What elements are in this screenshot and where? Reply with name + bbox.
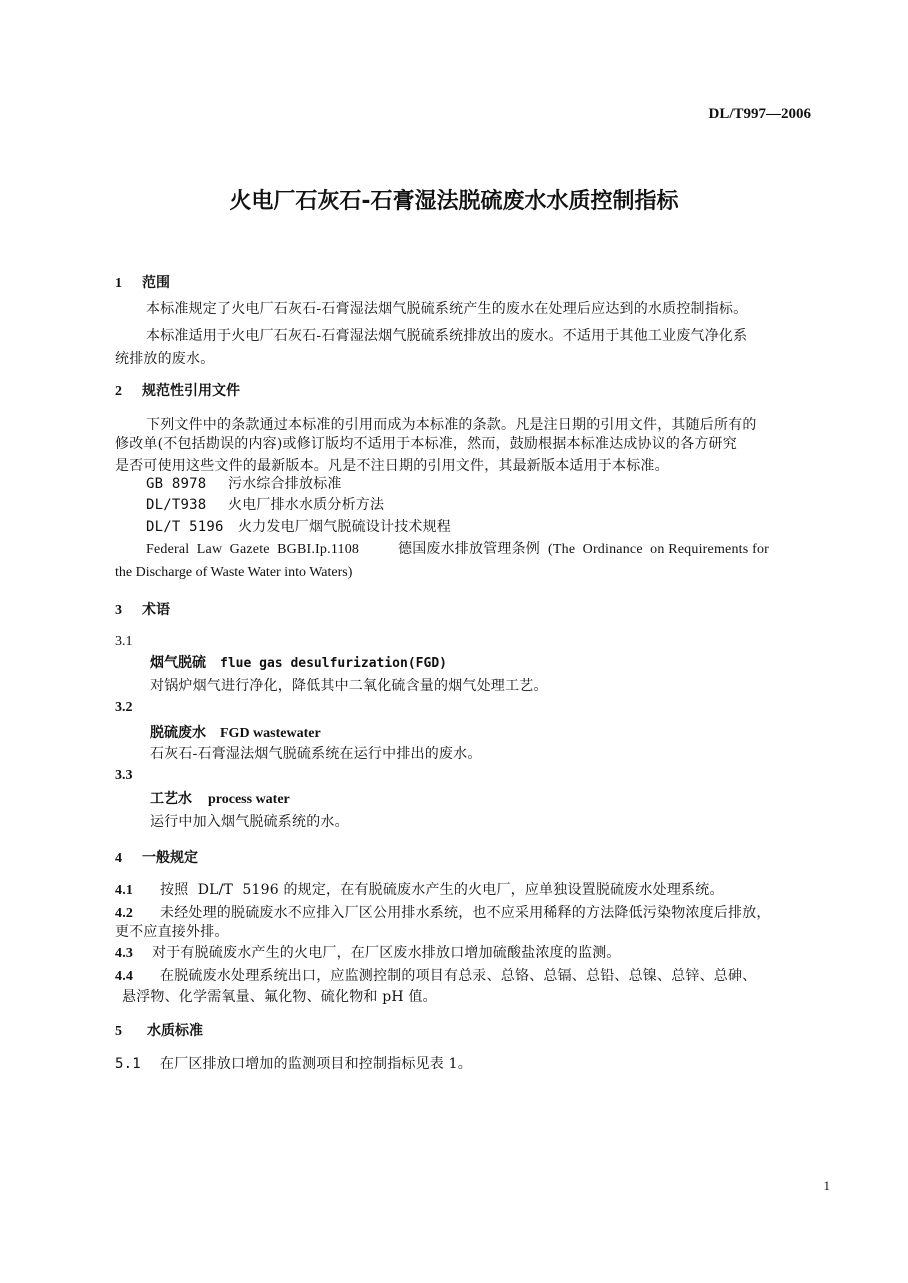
section-title: 术语 [142,602,170,618]
section-number: 2 [115,384,122,399]
section-title: 规范性引用文件 [142,383,240,399]
clause-number: 4.3 [115,946,134,961]
section-1-paragraph-2-line-2: 统排放的废水。 [115,351,215,367]
section-number: 4 [115,851,122,866]
section-number: 5 [115,1024,122,1039]
section-1-paragraph-1: 本标准规定了火电厂石灰石-石膏湿法烟气脱硫系统产生的废水在处理后应达到的水质控制指标。 [146,301,748,317]
term-english: flue gas desulfurization(FGD) [220,656,447,671]
reference-item [146,494,384,514]
term-number: 3.3 [115,768,133,783]
clause-number: 4.1 [115,883,134,898]
clause-4-4-line-2: 悬浮物、化学需氧量、氟化物、硫化物和 pH 值。 [122,989,437,1005]
section-title: 一般规定 [142,850,198,866]
section-number: 1 [115,276,122,291]
reference-item [146,473,342,493]
term-heading [150,722,321,742]
reference-english-title-continued: the Discharge of Waste Water into Waters) [115,565,353,580]
term-definition: 运行中加入烟气脱硫系统的水。 [150,814,349,830]
term-heading [150,652,447,672]
section-2-paragraph-line-2: 修改单(不包括勘误的内容)或修订版均不适用于本标准，然而，鼓励根据本标准达成协议的各方研究 [115,436,737,452]
term-heading [150,788,290,808]
term-english: process water [208,792,290,807]
clause-text: 在脱硫废水处理系统出口，应监测控制的项目有总汞、总铬、总镉、总铅、总镍、总锌、总砷、 [160,968,757,984]
term-definition: 石灰石-石膏湿法烟气脱硫系统在运行中排出的废水。 [150,746,482,762]
term-english: FGD wastewater [220,726,321,741]
clause-4-4-line-1 [115,965,756,985]
clause-text: 在厂区排放口增加的监测项目和控制指标见表 1。 [160,1056,472,1072]
section-title: 水质标准 [147,1023,203,1039]
page-number: 1 [823,1178,830,1193]
reference-title: 污水综合排放标准 [228,476,342,492]
section-1-heading [115,272,170,292]
term-chinese: 烟气脱硫 [150,655,206,671]
clause-text: 未经处理的脱硫废水不应排入厂区公用排水系统，也不应采用稀释的方法降低污染物浓度后排放， [160,905,771,921]
section-1-paragraph-2-line-1: 本标准适用于火电厂石灰石-石膏湿法烟气脱硫系统排放出的废水。不适用于其他工业废气净化系 [146,328,748,344]
reference-code: Federal Law Gazete BGBI.Ip.1108 [146,542,360,557]
clause-number: 5.1 [115,1056,141,1072]
clause-4-2-line-2: 更不应直接外排。 [115,924,229,940]
reference-item [146,516,451,536]
clause-4-1 [115,879,724,899]
clause-number: 4.2 [115,906,134,921]
section-2-paragraph-line-3: 是否可使用这些文件的最新版本。凡是不注日期的引用文件，其最新版本适用于本标准。 [115,458,669,474]
section-2-paragraph-line-1: 下列文件中的条款通过本标准的引用而成为本标准的条款。凡是注日期的引用文件，其随后所有的 [146,417,757,433]
clause-5-1 [115,1053,472,1073]
standard-code: DL/T997—2006 [708,106,811,122]
reference-item [146,538,769,558]
clause-text: 按照 DL/T 5196 的规定，在有脱硫废水产生的火电厂，应单独设置脱硫废水处理系统。 [160,882,724,898]
clause-number: 4.4 [115,969,134,984]
term-chinese: 脱硫废水 [150,725,206,741]
reference-title: 火电厂排水水质分析方法 [228,497,385,513]
section-5-heading [115,1020,203,1040]
reference-code: DL/T938 [146,497,207,513]
reference-english-title: (The Ordinance on Requirements for [548,542,770,557]
reference-code: GB 8978 [146,476,207,492]
section-number: 3 [115,603,122,618]
section-title: 范围 [142,275,170,291]
clause-4-2-line-1 [115,902,771,922]
reference-code: DL/T 5196 [146,519,224,535]
document-title: 火电厂石灰石-石膏湿法脱硫废水水质控制指标 [229,189,679,214]
clause-text: 对于有脱硫废水产生的火电厂，在厂区废水排放口增加硫酸盐浓度的监测。 [152,945,621,961]
term-chinese: 工艺水 [150,791,192,807]
clause-4-3 [115,942,621,962]
term-number: 3.2 [115,700,133,715]
section-3-heading [115,599,170,619]
reference-title: 火力发电厂烟气脱硫设计技术规程 [238,519,451,535]
section-4-heading [115,847,198,867]
reference-title: 德国废水排放管理条例 [398,541,540,557]
term-definition: 对锅炉烟气进行净化，降低其中二氧化硫含量的烟气处理工艺。 [150,678,548,694]
section-2-heading [115,380,240,400]
term-number: 3.1 [115,634,133,649]
